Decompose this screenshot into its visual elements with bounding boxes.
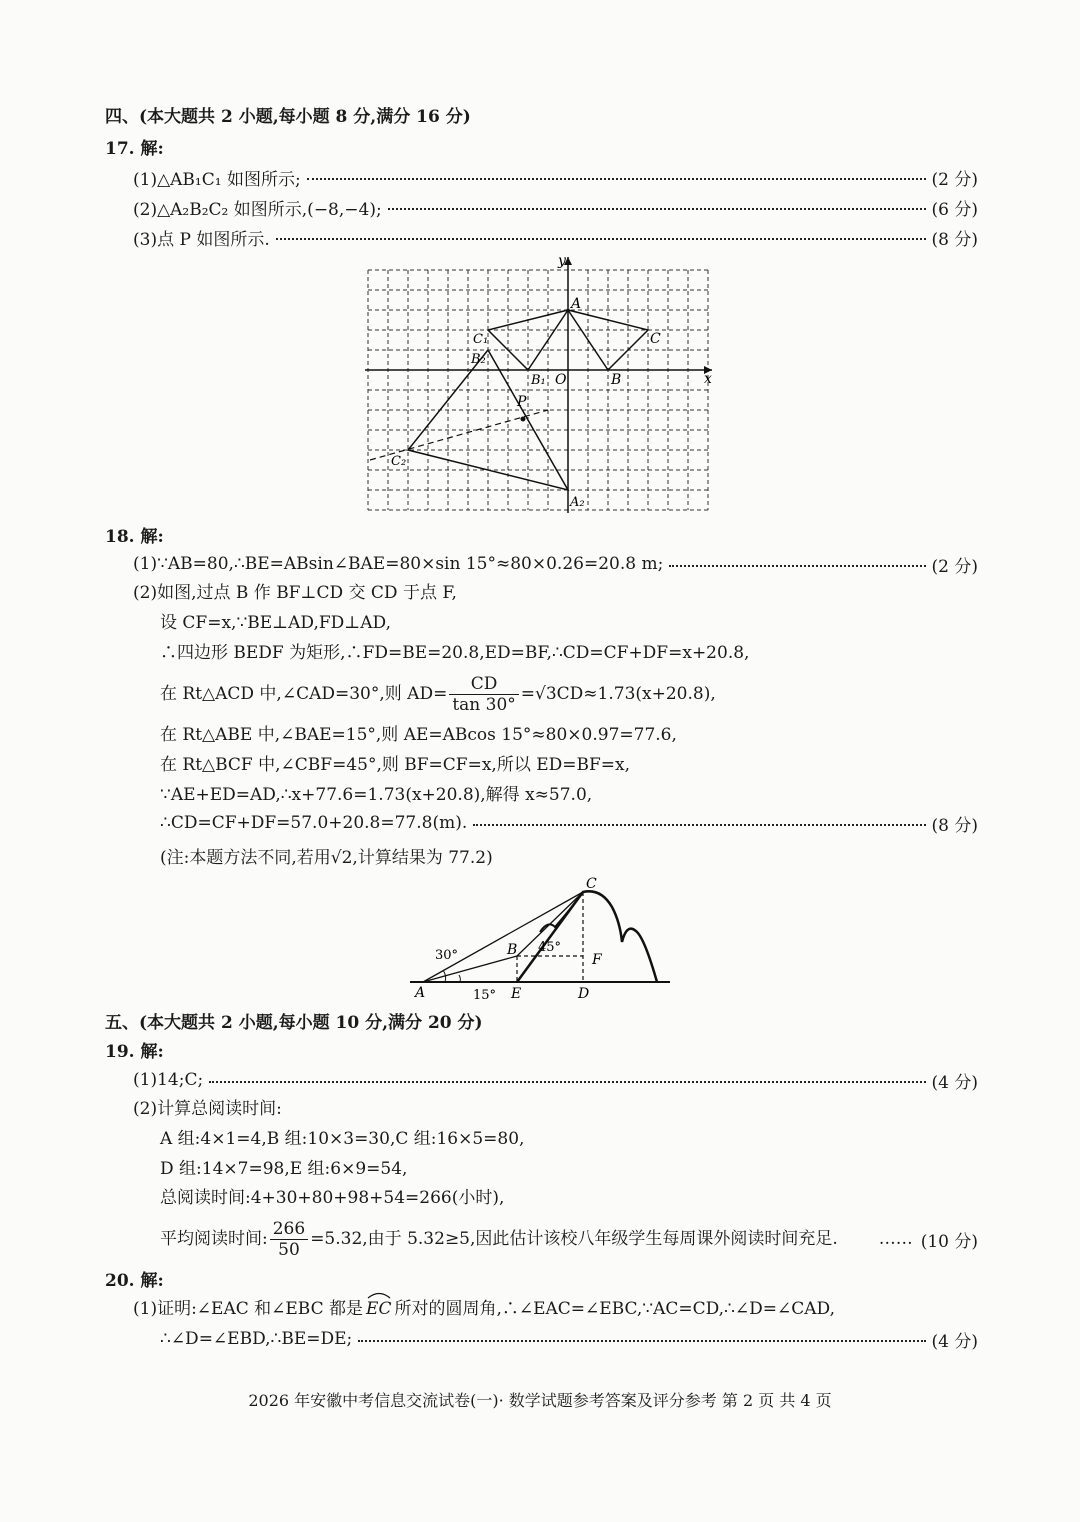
label-o: O [555, 372, 567, 388]
label-a2: A₂ [570, 495, 585, 510]
answer-row [160, 1327, 978, 1351]
label-d: D [578, 986, 590, 1002]
answer-text: (2)计算总阅读时间: [133, 1099, 282, 1119]
coordinate-grid-figure [360, 255, 730, 520]
arc-notation [366, 1297, 391, 1321]
axis-label-x: x [704, 371, 712, 387]
fraction-denominator: tan 30° [452, 695, 516, 715]
answer-text: 总阅读时间:4+30+80+98+54=266(小时), [160, 1188, 505, 1208]
arc-label: EC [366, 1299, 392, 1319]
answer-row [160, 811, 978, 835]
answer-text: (1)14;C; [133, 1070, 204, 1090]
fraction-denominator: 50 [278, 1239, 300, 1260]
label-b: B [611, 372, 622, 388]
answer-row [133, 165, 978, 189]
answer-text: 在 Rt△BCF 中,∠CBF=45°,则 BF=CF=x,所以 ED=BF=x, [160, 755, 631, 775]
leader-dots [473, 816, 925, 826]
question-label: 19. 解: [105, 1042, 164, 1062]
text-segment: 在 Rt△ACD 中,∠CAD=30°,则 AD= [160, 684, 448, 704]
score-label: (2 分) [931, 556, 978, 577]
leader-dots [276, 230, 926, 240]
page-footer: 2026 年安徽中考信息交流试卷(一)· 数学试题参考答案及评分参考 第 2 页 共 4 页 [248, 1391, 832, 1410]
answer-text [160, 1219, 838, 1260]
label-b2: B₂ [471, 352, 486, 367]
label-c1: C₁ [473, 332, 489, 347]
answer-text: (1)∵AB=80,∴BE=ABsin∠BAE=80×sin 15°≈80×0.26=20.8 m; [133, 554, 664, 574]
line-ac [423, 892, 583, 982]
mountain-figure [405, 872, 680, 1007]
fraction [449, 674, 518, 715]
question-label: 18. 解: [105, 527, 164, 547]
answer-text: A 组:4×1=4,B 组:10×3=30,C 组:16×5=80, [160, 1129, 525, 1149]
score-label: (8 分) [931, 815, 978, 836]
label-a: A [415, 985, 426, 1001]
leader-dots: …… [878, 1229, 913, 1249]
note-text: (注:本题方法不同,若用√2,计算结果为 77.2) [160, 848, 493, 868]
label-c: C [650, 331, 661, 347]
answer-text: (2)△A₂B₂C₂ 如图所示,(−8,−4); [133, 199, 382, 220]
score-label: (2 分) [931, 169, 978, 190]
leader-dots [388, 200, 926, 210]
question-label: 17. 解: [105, 139, 164, 159]
score-label: (4 分) [931, 1072, 978, 1093]
axis-label-y: y [558, 255, 566, 269]
score-label: (4 分) [931, 1331, 978, 1352]
score-label: (6 分) [931, 199, 978, 220]
label-c: C [586, 876, 597, 892]
point-p [521, 417, 526, 422]
answer-text: 设 CF=x,∵BE⊥AD,FD⊥AD, [160, 613, 391, 633]
answer-text: ∴四边形 BEDF 为矩形,∴FD=BE=20.8,ED=BF,∴CD=CF+DF=x+20.8, [160, 643, 750, 663]
label-e: E [511, 986, 522, 1002]
answer-text: D 组:14×7=98,E 组:6×9=54, [160, 1159, 408, 1179]
label-c2: C₂ [391, 454, 407, 469]
fraction-numerator: CD [449, 674, 518, 695]
answer-text: 在 Rt△ABE 中,∠BAE=15°,则 AE=ABcos 15°≈80×0.97=77.6, [160, 725, 677, 745]
answer-text [160, 672, 716, 716]
question-label: 20. 解: [105, 1271, 164, 1291]
answer-row [160, 1216, 978, 1262]
answer-text: (2)如图,过点 B 作 BF⊥CD 交 CD 于点 F, [133, 583, 457, 603]
label-f: F [592, 952, 602, 968]
label-p: P [517, 394, 527, 410]
answer-text: (3)点 P 如图所示. [133, 229, 270, 250]
mountain-outline [517, 891, 657, 982]
answer-text [133, 1297, 835, 1321]
score-label: (10 分) [920, 1231, 978, 1252]
leader-dots [307, 170, 926, 180]
section-heading: 四、(本大题共 2 小题,每小题 8 分,满分 16 分) [105, 107, 471, 127]
leader-dots [669, 557, 925, 567]
answer-row [133, 225, 978, 249]
answer-row [133, 1068, 978, 1092]
answer-text: (1)△AB₁C₁ 如图所示; [133, 169, 301, 190]
label-b1: B₁ [531, 373, 546, 388]
answer-text: ∴∠D=∠EBD,∴BE=DE; [160, 1329, 353, 1349]
answer-text: ∵AE+ED=AD,∴x+77.6=1.73(x+20.8),解得 x≈57.0, [160, 785, 593, 805]
leader-dots [209, 1073, 925, 1083]
angle-label-15: 15° [473, 988, 497, 1003]
answer-row [133, 195, 978, 219]
leader-dots [358, 1332, 925, 1342]
text-segment: (1)证明:∠EAC 和∠EBC 都是 [133, 1299, 364, 1319]
angle-arc [459, 975, 460, 982]
text-segment: 所对的圆周角,∴∠EAC=∠EBC,∵AC=CD,∴∠D=∠CAD, [394, 1299, 835, 1319]
score-label: (8 分) [931, 229, 978, 250]
text-segment: =5.32,由于 5.32≥5,因此估计该校八年级学生每周课外阅读时间充足. [310, 1228, 838, 1249]
label-a: A [571, 296, 582, 312]
text-segment: 平均阅读时间: [160, 1228, 268, 1249]
angle-label-45: 45° [538, 940, 562, 955]
angle-label-30: 30° [435, 948, 459, 963]
text-segment: =√3CD≈1.73(x+20.8), [520, 684, 716, 704]
arc-icon [366, 1291, 392, 1299]
section-heading: 五、(本大题共 2 小题,每小题 10 分,满分 20 分) [105, 1013, 483, 1033]
label-b: B [507, 942, 518, 958]
answer-row [133, 552, 978, 576]
fraction-numerator: 266 [270, 1219, 308, 1240]
answer-text: ∴CD=CF+DF=57.0+20.8=77.8(m). [160, 813, 468, 833]
fraction [270, 1219, 308, 1260]
